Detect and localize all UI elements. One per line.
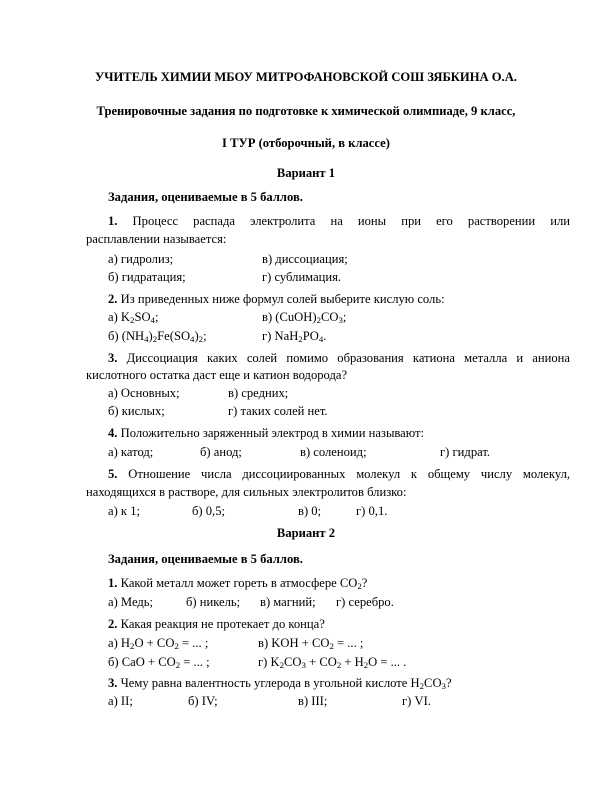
- v1-q4-option-a: а) катод;: [108, 445, 154, 459]
- v1-q5-option-b: б) 0,5;: [192, 504, 225, 518]
- v1-q2-text: Из приведенных ниже формул солей выберите кислую соль:: [120, 292, 445, 306]
- v2-q1-option-b: б) никель;: [186, 595, 241, 609]
- v2-q3-number: 3.: [108, 676, 118, 690]
- v2-q2-line1: [108, 617, 325, 632]
- v1-q4-number: 4.: [108, 426, 118, 440]
- v1-q2-line1: [108, 292, 445, 307]
- v1-q3-option-b: б) кислых;: [108, 404, 165, 418]
- v1-q2-option-a: а) $K_2SO_4$;: [108, 310, 159, 326]
- header-subtitle: Тренировочные задания по подготовке к химической олимпиаде, 9 класс,: [96, 104, 516, 118]
- v1-q3-text: Диссоциация каких солей помимо образования катиона металла и аниона: [126, 351, 570, 365]
- variant-2-section: Задания, оцениваемые в 5 баллов.: [108, 552, 303, 566]
- v1-q3-option-a: а) Основных;: [108, 386, 180, 400]
- v1-q3-line1: [108, 351, 570, 366]
- v1-q1-option-v: в) диссоциация;: [262, 252, 348, 266]
- v1-q1-option-g: г) сублимация.: [262, 270, 342, 284]
- v1-q5-line2: находящихся в растворе, для сильных электролитов близко:: [86, 485, 407, 499]
- v1-q2-option-g: г) $NaH_2PO_4$.: [262, 329, 327, 345]
- v1-q2-number: 2.: [108, 292, 118, 306]
- header-title: УЧИТЕЛЬ ХИМИИ МБОУ МИТРОФАНОВСКОЙ СОШ ЗЯБКИНА О.А.: [95, 70, 517, 84]
- v2-q1-number: 1.: [108, 576, 118, 590]
- v2-q1-option-v: в) магний;: [260, 595, 316, 609]
- v2-q2-text: Какая реакция не протекает до конца?: [120, 617, 325, 631]
- v1-q2-option-b: б) $(NH_4)_2Fe(SO_4)_2$;: [108, 329, 207, 345]
- v1-q5-text: Отношение числа диссоциированных молекул к общему числу молекул,: [128, 467, 570, 481]
- v2-q2-number: 2.: [108, 617, 118, 631]
- v2-q2-option-g: г) $K_2CO_3 + CO_2 + H_2O$ = ... .: [258, 655, 407, 671]
- v1-q3-line2: кислотного остатка даст еще и катион водорода?: [86, 368, 348, 382]
- v1-q5-option-v: в) 0;: [298, 504, 322, 518]
- v1-q4-option-g: г) гидрат.: [440, 445, 491, 459]
- v1-q1-option-a: а) гидролиз;: [108, 252, 174, 266]
- v2-q3-option-v: в) III;: [298, 694, 328, 708]
- v2-q2-option-v: в) KOH + $CO_2$ = ... ;: [258, 636, 364, 652]
- v1-q3-number: 3.: [108, 351, 118, 365]
- v1-q4-text: Положительно заряженный электрод в химии называют:: [120, 426, 425, 440]
- v1-q5-number: 5.: [108, 467, 118, 481]
- v1-q5-option-a: а) к 1;: [108, 504, 140, 518]
- v1-q4-line1: [108, 426, 424, 441]
- v1-q5-line1: [108, 467, 570, 482]
- variant-1-section: Задания, оцениваемые в 5 баллов.: [108, 190, 303, 204]
- v1-q4-option-v: в) соленоид;: [300, 445, 367, 459]
- v1-q5-option-g: г) 0,1.: [356, 504, 388, 518]
- v2-q1-line1: 1. Какой металл может гореть в атмосфере $CO_2$?: [108, 576, 368, 592]
- v1-q3-option-g: г) таких солей нет.: [228, 404, 328, 418]
- v1-q1-option-b: б) гидратация;: [108, 270, 186, 284]
- v1-q1-line1: [108, 214, 570, 229]
- v1-q3-option-v: в) средних;: [228, 386, 289, 400]
- v1-q2-option-v: в) $(CuOH)_2CO_3$;: [262, 310, 347, 326]
- v1-q1-text: Процесс распада электролита на ионы при его растворении или: [132, 214, 570, 228]
- variant-2-title: Вариант 2: [276, 526, 336, 540]
- v2-q1-option-g: г) серебро.: [336, 595, 394, 609]
- v1-q1-number: 1.: [108, 214, 118, 228]
- v2-q3-line1: 3. Чему равна валентность углерода в угольной кислоте $H_2CO_3$?: [108, 676, 452, 692]
- v2-q2-option-b: б) CaO + $CO_2$ = ... ;: [108, 655, 210, 671]
- v1-q4-option-b: б) анод;: [200, 445, 242, 459]
- v2-q1-option-a: а) Медь;: [108, 595, 154, 609]
- header-tour: I ТУР (отборочный, в классе): [222, 136, 390, 150]
- variant-1-title: Вариант 1: [276, 166, 336, 180]
- v2-q3-option-b: б) IV;: [188, 694, 218, 708]
- v2-q3-option-a: а) II;: [108, 694, 133, 708]
- v2-q3-option-g: г) VI.: [402, 694, 431, 708]
- v2-q2-option-a: а) $H_2O + CO_2$ = ... ;: [108, 636, 209, 652]
- v1-q1-line2: расплавлении называется:: [86, 232, 227, 246]
